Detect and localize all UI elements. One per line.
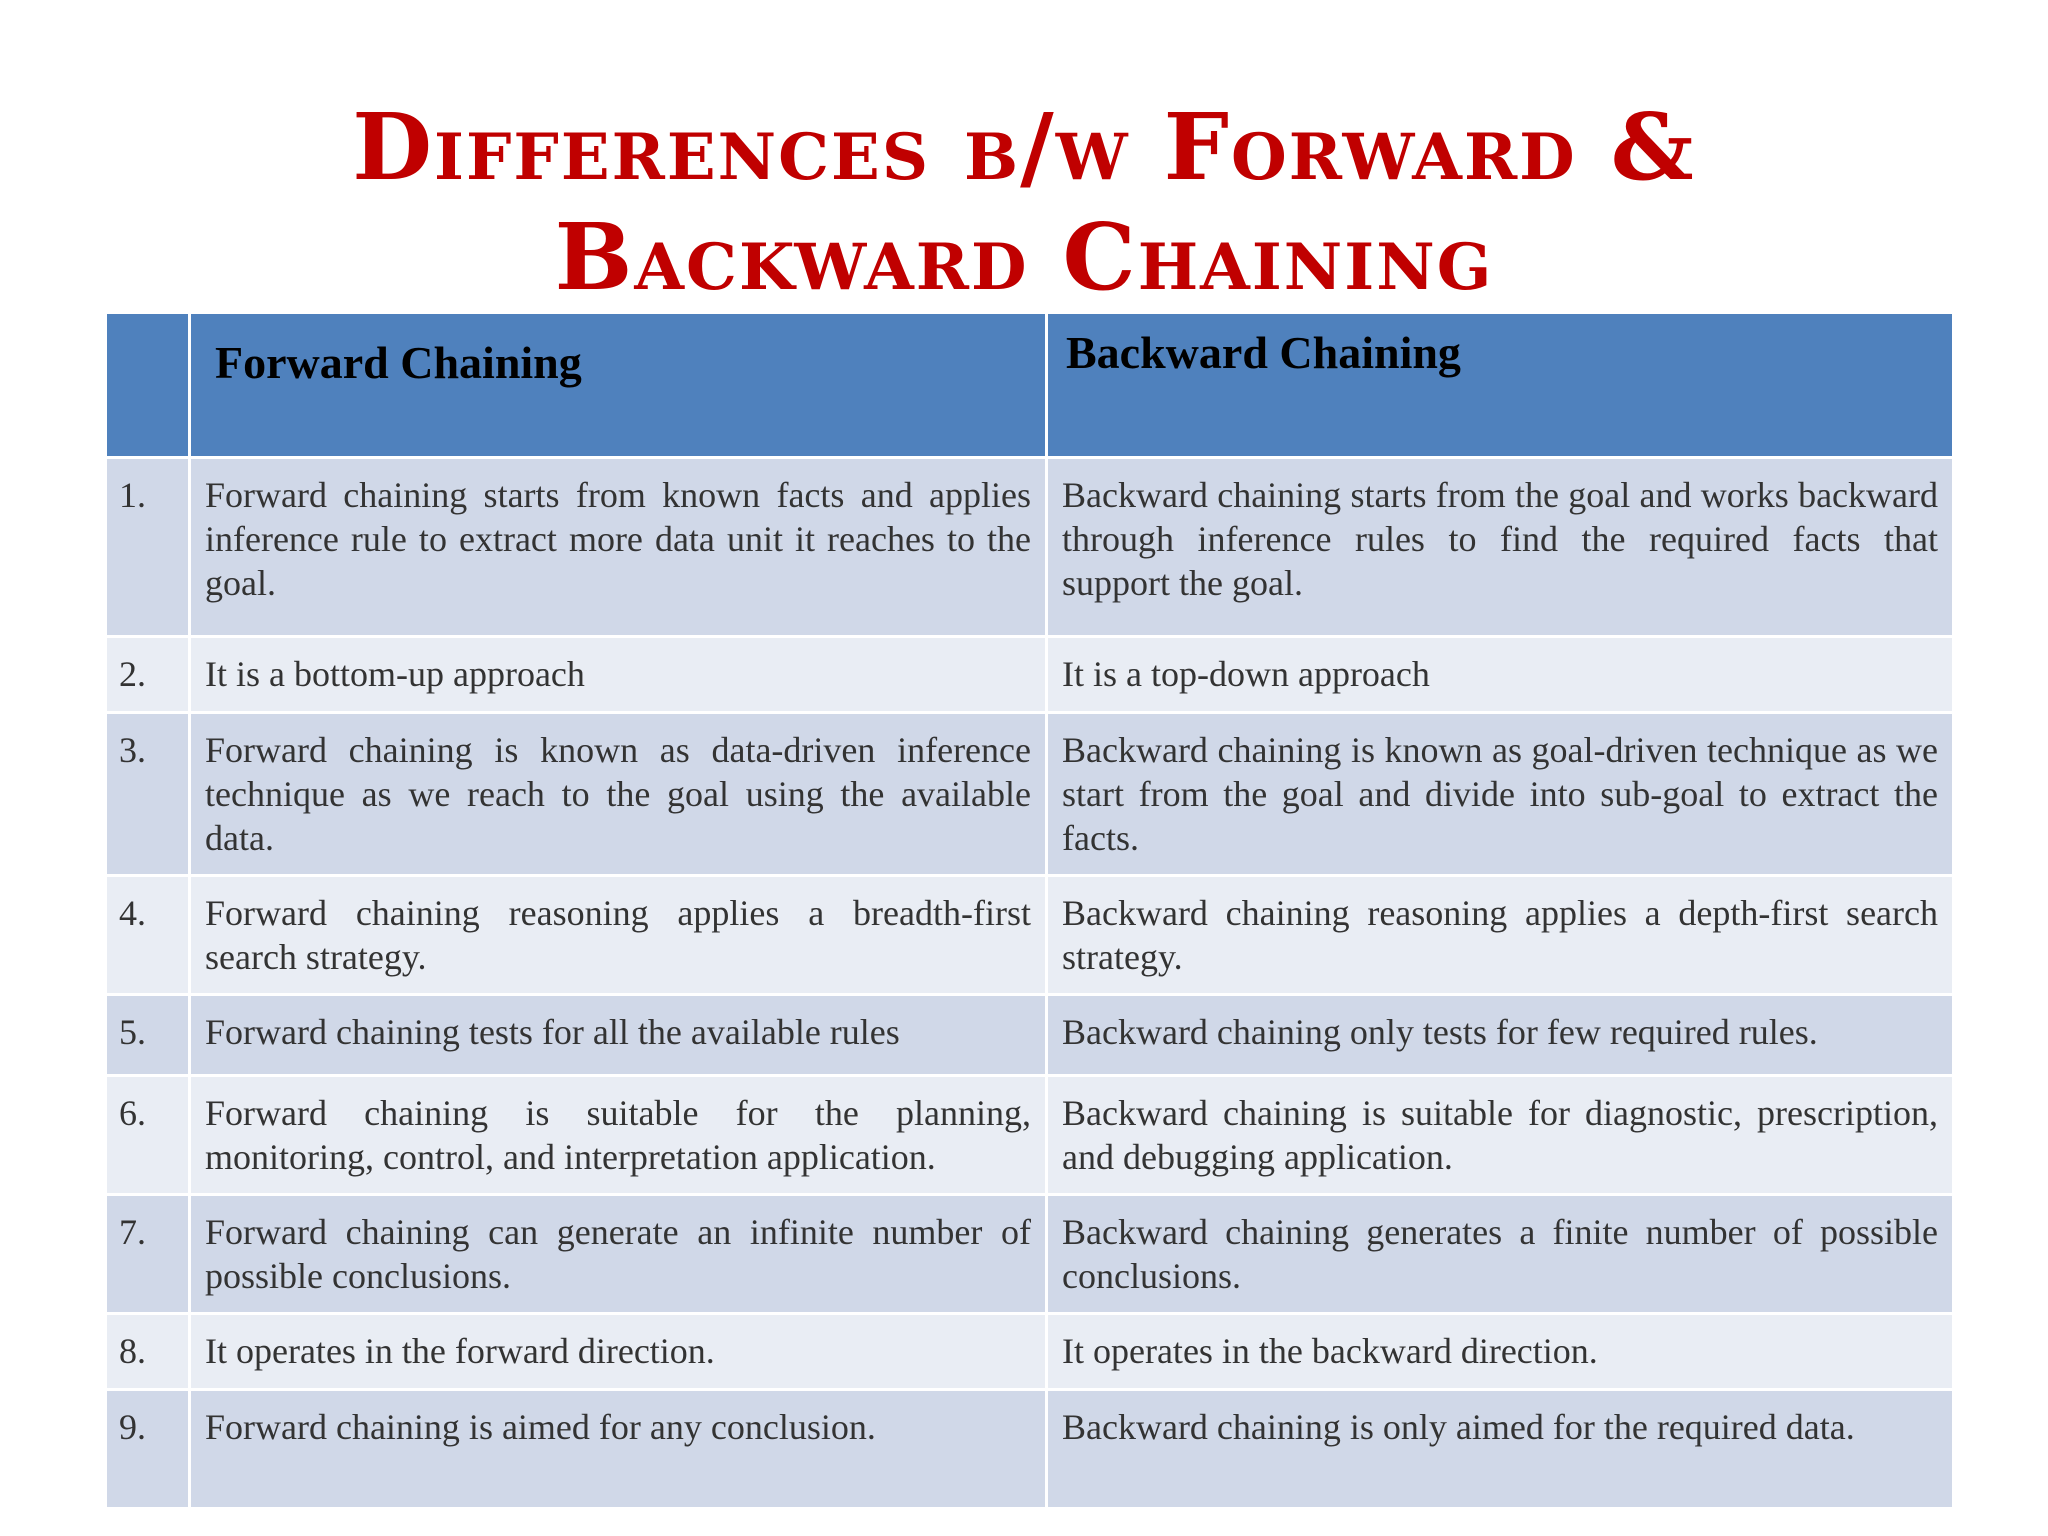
row-number: 1.	[106, 458, 190, 637]
forward-cell: Forward chaining is suitable for the planning, monitoring, control, and interpretation application.	[190, 1076, 1047, 1195]
title-line-1: Differences b/w Forward &	[352, 93, 1696, 201]
row-number: 9.	[106, 1390, 190, 1509]
backward-cell: Backward chaining reasoning applies a depth-first search strategy.	[1047, 876, 1954, 995]
table-row	[106, 458, 1954, 637]
table-row	[106, 1390, 1954, 1509]
forward-cell: Forward chaining is known as data-driven inference technique as we reach to the goal using the available data.	[190, 713, 1047, 876]
backward-cell: Backward chaining only tests for few required rules.	[1047, 995, 1954, 1076]
row-number: 2.	[106, 637, 190, 713]
table-row	[106, 876, 1954, 995]
row-number: 5.	[106, 995, 190, 1076]
table-row	[106, 713, 1954, 876]
row-number: 8.	[106, 1314, 190, 1390]
backward-cell: It operates in the backward direction.	[1047, 1314, 1954, 1390]
table-row	[106, 995, 1954, 1076]
slide-title	[0, 92, 2048, 312]
header-row	[106, 313, 1954, 458]
row-number: 3.	[106, 713, 190, 876]
backward-cell: Backward chaining is suitable for diagnostic, prescription, and debugging application.	[1047, 1076, 1954, 1195]
header-forward-chaining: Forward Chaining	[190, 313, 1047, 458]
header-number	[106, 313, 190, 458]
forward-cell: Forward chaining starts from known facts and applies inference rule to extract more data unit it reaches to the goal.	[190, 458, 1047, 637]
table-header	[106, 313, 1954, 458]
forward-cell: Forward chaining reasoning applies a breadth-first search strategy.	[190, 876, 1047, 995]
forward-cell: It is a bottom-up approach	[190, 637, 1047, 713]
table-row	[106, 637, 1954, 713]
row-number: 7.	[106, 1195, 190, 1314]
title-line-2: Backward Chaining	[554, 203, 1494, 311]
table-row	[106, 1076, 1954, 1195]
backward-cell: Backward chaining is known as goal-driven technique as we start from the goal and divide into sub-goal to extract the facts.	[1047, 713, 1954, 876]
backward-cell: It is a top-down approach	[1047, 637, 1954, 713]
forward-cell: Forward chaining can generate an infinite number of possible conclusions.	[190, 1195, 1047, 1314]
comparison-table	[104, 311, 1955, 1510]
backward-cell: Backward chaining starts from the goal and works backward through inference rules to find the required facts that support the goal.	[1047, 458, 1954, 637]
table-body	[106, 458, 1954, 1509]
forward-cell: Forward chaining tests for all the available rules	[190, 995, 1047, 1076]
header-backward-chaining: Backward Chaining	[1047, 313, 1954, 458]
forward-cell: Forward chaining is aimed for any conclusion.	[190, 1390, 1047, 1509]
row-number: 6.	[106, 1076, 190, 1195]
backward-cell: Backward chaining is only aimed for the required data.	[1047, 1390, 1954, 1509]
table-row	[106, 1314, 1954, 1390]
comparison-table-container	[104, 311, 1952, 1510]
forward-cell: It operates in the forward direction.	[190, 1314, 1047, 1390]
backward-cell: Backward chaining generates a finite number of possible conclusions.	[1047, 1195, 1954, 1314]
table-row	[106, 1195, 1954, 1314]
row-number: 4.	[106, 876, 190, 995]
